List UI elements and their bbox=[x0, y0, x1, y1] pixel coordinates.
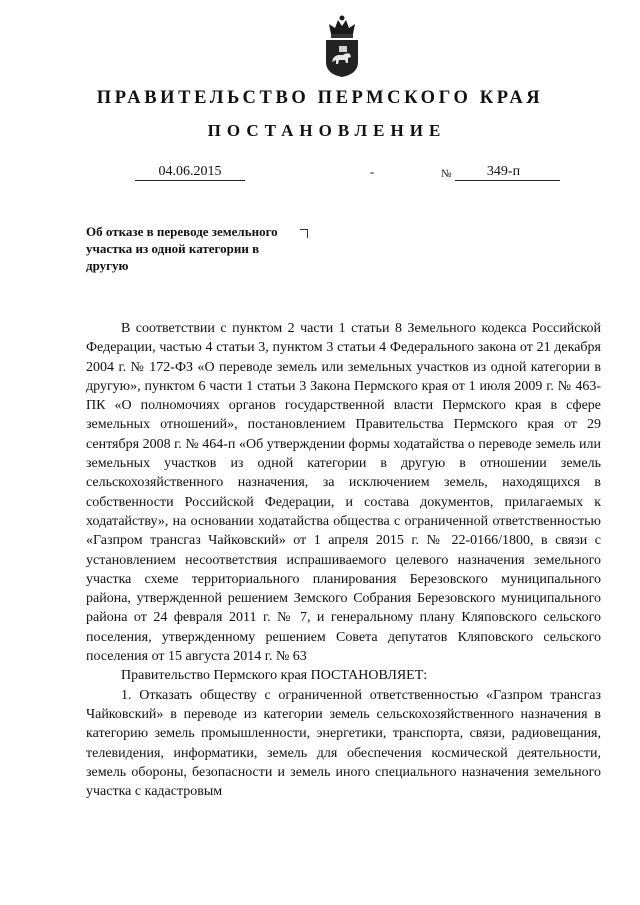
document-date: 04.06.2015 bbox=[135, 163, 245, 181]
coat-of-arms-icon bbox=[323, 12, 361, 78]
body-paragraph-2: Правительство Пермского края ПОСТАНОВЛЯЕТ: bbox=[121, 668, 428, 684]
document-body bbox=[86, 319, 601, 801]
document-subject: Об отказе в переводе земельного участка из одной категории в другую bbox=[86, 224, 278, 273]
body-paragraph-3: 1. Отказать обществу с ограниченной ответственностью «Газпром трансгаз Чайковский» в переводе из категории земель сельскохозяйственного назначения в категорию земель промышленности, энергетики, транспорта, связи, радиовещания, телевидения, информатики, земель для обеспечения космической деятельности, земель обороны, безопасности и земель иного специального назначения земельного участка с кадастровым bbox=[86, 687, 601, 800]
document-type: ПОСТАНОВЛЕНИЕ bbox=[207, 121, 447, 140]
organization-title: ПРАВИТЕЛЬСТВО ПЕРМСКОГО КРАЯ bbox=[96, 88, 544, 108]
number-label: № bbox=[441, 168, 452, 180]
body-paragraph-1: В соответствии с пунктом 2 части 1 статьи 8 Земельного кодекса Российской Федерации, частью 4 статьи 3, пунктом 3 статьи 4 Федерального закона от 21 декабря 2004 г. № 172-ФЗ «О переводе земель или земельных участков из одной категории в другую», пунктом 6 части 1 статьи 3 Закона Пермского края от 1 июля 2009 г. № 463-ПК «О полномочиях органов государственной власти Пермского края в сфере земельных отношений», постановлением Правительства Пермского края от 29 сентября 2008 г. № 464-п «Об утверждении формы ходатайства о переводе земель или земельных участков из одной категории в другую в отношении земель сельскохозяйственного назначения, за исключением земель, находящихся в собственности Российской Федерации, и состава документов, прилагаемых к ходатайству», на основании ходатайства общества с ограниченной ответственностью «Газпром трансгаз Чайковский» от 1 апреля 2015 г. № 22-0166/1800, в связи с установлением несоответствия испрашиваемого целевого назначения земельного участка схеме территориального планирования Березовского муниципального района, утвержденной решением Земского Собрания Березовского муниципального района от 24 февраля 2011 г. № 7, и генеральному плану Кляповского сельского поселения, утвержденному решением Совета депутатов Кляповского сельского поселения от 15 августа 2014 г. № 63 bbox=[86, 321, 601, 665]
date-dash: - bbox=[370, 164, 375, 179]
document-number: 349-п bbox=[455, 163, 560, 181]
corner-bracket-mark bbox=[300, 229, 308, 238]
